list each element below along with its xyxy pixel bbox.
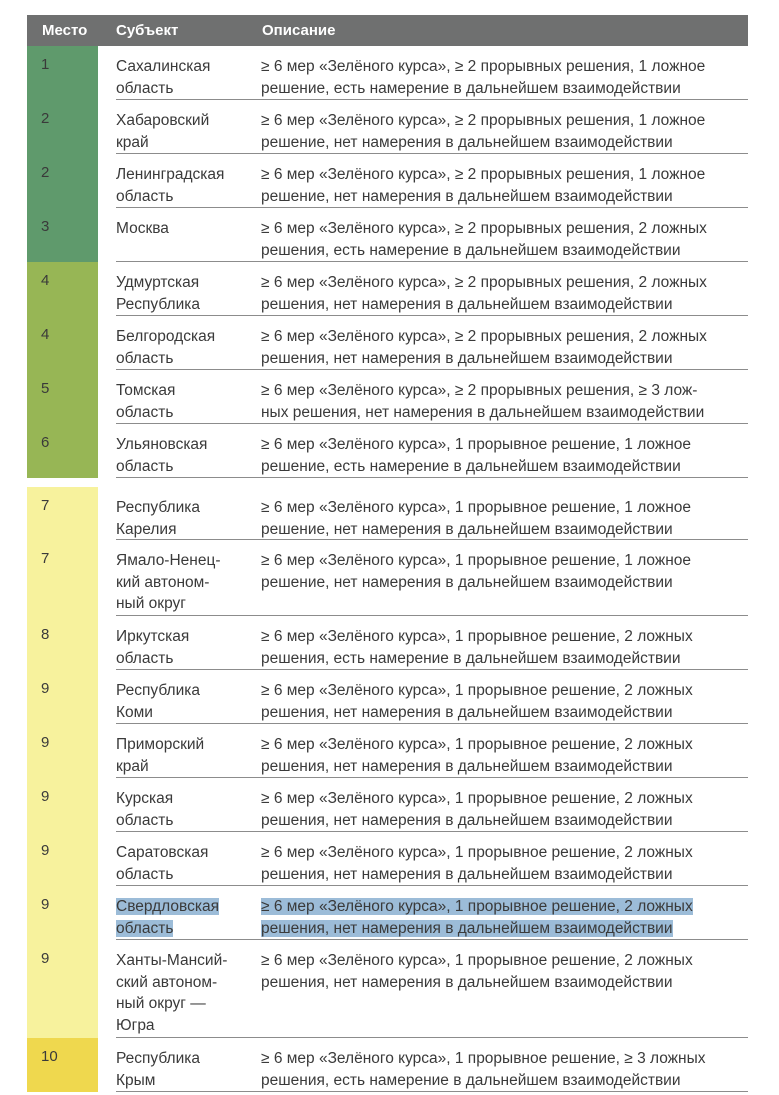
subject-line: Ульяновская	[116, 436, 208, 453]
description-cell	[261, 46, 748, 100]
place-cell: 9	[27, 832, 98, 886]
subject-line: Удмуртская	[116, 274, 200, 291]
description-line: ≥ 6 мер «Зелёного курса», 1 прорывное решение, 2 ложных	[261, 952, 693, 969]
subject-cell	[116, 100, 261, 154]
description-line: ≥ 6 мер «Зелёного курса», 1 прорывное решение, 2 ложных	[261, 628, 693, 645]
subject-line: Свердловская	[116, 898, 219, 915]
description-line: ных решения, нет намерения в дальнейшем взаимодействии	[261, 403, 705, 421]
description-cell	[261, 154, 748, 208]
place-cell: 7	[27, 487, 98, 540]
subject-line: кий автоном-	[116, 573, 210, 591]
table-row	[27, 154, 748, 208]
description-line: решение, нет намерения в дальнейшем взаимодействии	[261, 573, 673, 591]
subject-line: Республика	[116, 1050, 200, 1067]
subject-line: ский автоном-	[116, 973, 218, 991]
subject-cell	[116, 424, 261, 478]
place-cell: 6	[27, 424, 98, 478]
header-place: Место	[42, 22, 88, 39]
place-cell: 5	[27, 370, 98, 424]
description-line: решения, нет намерения в дальнейшем взаимодействии	[261, 757, 673, 775]
place-cell: 9	[27, 940, 98, 1038]
subject-cell	[116, 316, 261, 370]
subject-line: Коми	[116, 703, 153, 721]
table-row	[27, 262, 748, 316]
place-cell: 9	[27, 670, 98, 724]
description-cell	[261, 424, 748, 478]
description-line: решения, есть намерение в дальнейшем взаимодействии	[261, 649, 681, 667]
subject-cell	[116, 1038, 261, 1092]
description-cell	[261, 616, 748, 670]
subject-line: Ямало-Ненец-	[116, 552, 221, 569]
table-row	[27, 100, 748, 154]
description-line: решение, нет намерения в дальнейшем взаимодействии	[261, 133, 673, 151]
description-line: ≥ 6 мер «Зелёного курса», 1 прорывное решение, 2 ложных	[261, 844, 693, 861]
description-cell	[261, 540, 748, 616]
subject-line: Саратовская	[116, 844, 209, 861]
subject-line: Иркутская	[116, 628, 190, 645]
subject-line: Республика	[116, 295, 200, 313]
subject-line: Республика	[116, 682, 200, 699]
subject-line: область	[116, 187, 174, 205]
table-row	[27, 316, 748, 370]
description-line: ≥ 6 мер «Зелёного курса», ≥ 2 прорывных решения, 2 ложных	[261, 328, 707, 345]
subject-line: Москва	[116, 220, 169, 237]
description-cell	[261, 1038, 748, 1092]
table-row	[27, 832, 748, 886]
place-cell: 2	[27, 100, 98, 154]
description-line: ≥ 6 мер «Зелёного курса», 1 прорывное решение, 1 ложное	[261, 436, 692, 453]
description-cell	[261, 208, 748, 262]
table-row	[27, 886, 748, 940]
subject-cell	[116, 832, 261, 886]
subject-line: Белгородская	[116, 328, 216, 345]
table-row	[27, 478, 748, 540]
subject-line: Приморский	[116, 736, 205, 753]
header-subject: Субъект	[116, 22, 179, 39]
subject-line: область	[116, 403, 174, 421]
description-line: решения, нет намерения в дальнейшем взаимодействии	[261, 349, 673, 367]
subject-cell	[116, 208, 261, 262]
description-line: решения, нет намерения в дальнейшем взаимодействии	[261, 919, 673, 937]
subject-cell	[116, 670, 261, 724]
table-row	[27, 208, 748, 262]
subject-line: край	[116, 757, 149, 775]
subject-line: Томская	[116, 382, 176, 399]
description-line: ≥ 6 мер «Зелёного курса», 1 прорывное решение, 1 ложное	[261, 499, 692, 516]
subject-line: область	[116, 649, 174, 667]
table-row	[27, 46, 748, 100]
subject-cell	[116, 540, 261, 616]
description-cell	[261, 478, 748, 540]
description-cell	[261, 262, 748, 316]
description-line: ≥ 6 мер «Зелёного курса», 1 прорывное решение, 1 ложное	[261, 552, 692, 569]
subject-line: Югра	[116, 1016, 155, 1034]
table-row	[27, 778, 748, 832]
subject-line: область	[116, 457, 174, 475]
subject-line: Республика	[116, 499, 200, 516]
description-line: решения, есть намерение в дальнейшем взаимодействии	[261, 1071, 681, 1089]
subject-cell	[116, 778, 261, 832]
subject-cell	[116, 154, 261, 208]
place-cell: 9	[27, 724, 98, 778]
description-line: решение, есть намерение в дальнейшем взаимодействии	[261, 79, 681, 97]
description-line: решения, нет намерения в дальнейшем взаимодействии	[261, 703, 673, 721]
description-cell	[261, 940, 748, 1038]
subject-cell	[116, 616, 261, 670]
description-line: ≥ 6 мер «Зелёного курса», ≥ 2 прорывных решения, 2 ложных	[261, 274, 707, 291]
subject-line: область	[116, 349, 174, 367]
description-cell	[261, 670, 748, 724]
description-line: решение, есть намерение в дальнейшем взаимодействии	[261, 457, 681, 475]
subject-cell	[116, 940, 261, 1038]
description-line: ≥ 6 мер «Зелёного курса», 1 прорывное решение, 2 ложных	[261, 682, 693, 699]
subject-line: ный округ	[116, 595, 186, 612]
table-row	[27, 424, 748, 478]
description-cell	[261, 724, 748, 778]
description-line: ≥ 6 мер «Зелёного курса», ≥ 2 прорывных решения, 2 ложных	[261, 220, 707, 237]
description-cell	[261, 886, 748, 940]
subject-line: область	[116, 865, 174, 883]
description-cell	[261, 778, 748, 832]
description-line: ≥ 6 мер «Зелёного курса», ≥ 2 прорывных решения, 1 ложное	[261, 166, 706, 183]
subject-line: ный округ —	[116, 995, 206, 1012]
table-row	[27, 724, 748, 778]
subject-cell	[116, 886, 261, 940]
place-cell: 9	[27, 778, 98, 832]
place-cell: 1	[27, 46, 98, 100]
description-line: ≥ 6 мер «Зелёного курса», ≥ 2 прорывных решения, ≥ 3 лож-	[261, 382, 698, 399]
subject-line: Крым	[116, 1071, 156, 1089]
table-row	[27, 370, 748, 424]
subject-cell	[116, 262, 261, 316]
subject-line: Курская	[116, 790, 174, 807]
subject-line: область	[116, 811, 174, 829]
description-line: решения, нет намерения в дальнейшем взаимодействии	[261, 865, 673, 883]
description-line: решения, нет намерения в дальнейшем взаимодействии	[261, 295, 673, 313]
ranking-table	[27, 15, 748, 1092]
subject-line: Хабаровский	[116, 112, 210, 129]
place-cell: 4	[27, 316, 98, 370]
place-cell: 9	[27, 886, 98, 940]
table-row	[27, 540, 748, 616]
subject-line: область	[116, 919, 174, 937]
subject-cell	[116, 478, 261, 540]
description-line: решение, нет намерения в дальнейшем взаимодействии	[261, 187, 673, 205]
description-line: ≥ 6 мер «Зелёного курса», ≥ 2 прорывных решения, 1 ложное	[261, 112, 706, 129]
table-header	[27, 15, 748, 46]
description-cell	[261, 370, 748, 424]
subject-line: Ленинградская	[116, 166, 225, 183]
description-line: ≥ 6 мер «Зелёного курса», 1 прорывное решение, 2 ложных	[261, 790, 693, 807]
place-cell: 7	[27, 540, 98, 616]
description-cell	[261, 832, 748, 886]
subject-cell	[116, 724, 261, 778]
description-line: решения, есть намерение в дальнейшем взаимодействии	[261, 241, 681, 259]
table-row	[27, 1038, 748, 1092]
subject-cell	[116, 370, 261, 424]
place-cell: 10	[27, 1038, 98, 1092]
description-line: ≥ 6 мер «Зелёного курса», 1 прорывное решение, ≥ 3 ложных	[261, 1050, 706, 1067]
subject-line: область	[116, 79, 174, 97]
description-line: решения, нет намерения в дальнейшем взаимодействии	[261, 973, 673, 991]
description-line: ≥ 6 мер «Зелёного курса», 1 прорывное решение, 2 ложных	[261, 898, 693, 915]
description-line: ≥ 6 мер «Зелёного курса», ≥ 2 прорывных решения, 1 ложное	[261, 58, 706, 75]
place-cell: 2	[27, 154, 98, 208]
table-body	[27, 46, 748, 1092]
description-cell	[261, 316, 748, 370]
subject-cell	[116, 46, 261, 100]
description-line: решение, нет намерения в дальнейшем взаимодействии	[261, 520, 673, 538]
description-line: решения, нет намерения в дальнейшем взаимодействии	[261, 811, 673, 829]
place-cell: 4	[27, 262, 98, 316]
place-cell: 3	[27, 208, 98, 262]
subject-line: Карелия	[116, 520, 177, 538]
table-row	[27, 616, 748, 670]
table-row	[27, 940, 748, 1038]
table-row	[27, 670, 748, 724]
subject-line: Ханты-Мансий-	[116, 952, 228, 969]
description-cell	[261, 100, 748, 154]
description-line: ≥ 6 мер «Зелёного курса», 1 прорывное решение, 2 ложных	[261, 736, 693, 753]
subject-line: край	[116, 133, 149, 151]
place-cell: 8	[27, 616, 98, 670]
subject-line: Сахалинская	[116, 58, 211, 75]
header-description: Описание	[262, 22, 336, 39]
